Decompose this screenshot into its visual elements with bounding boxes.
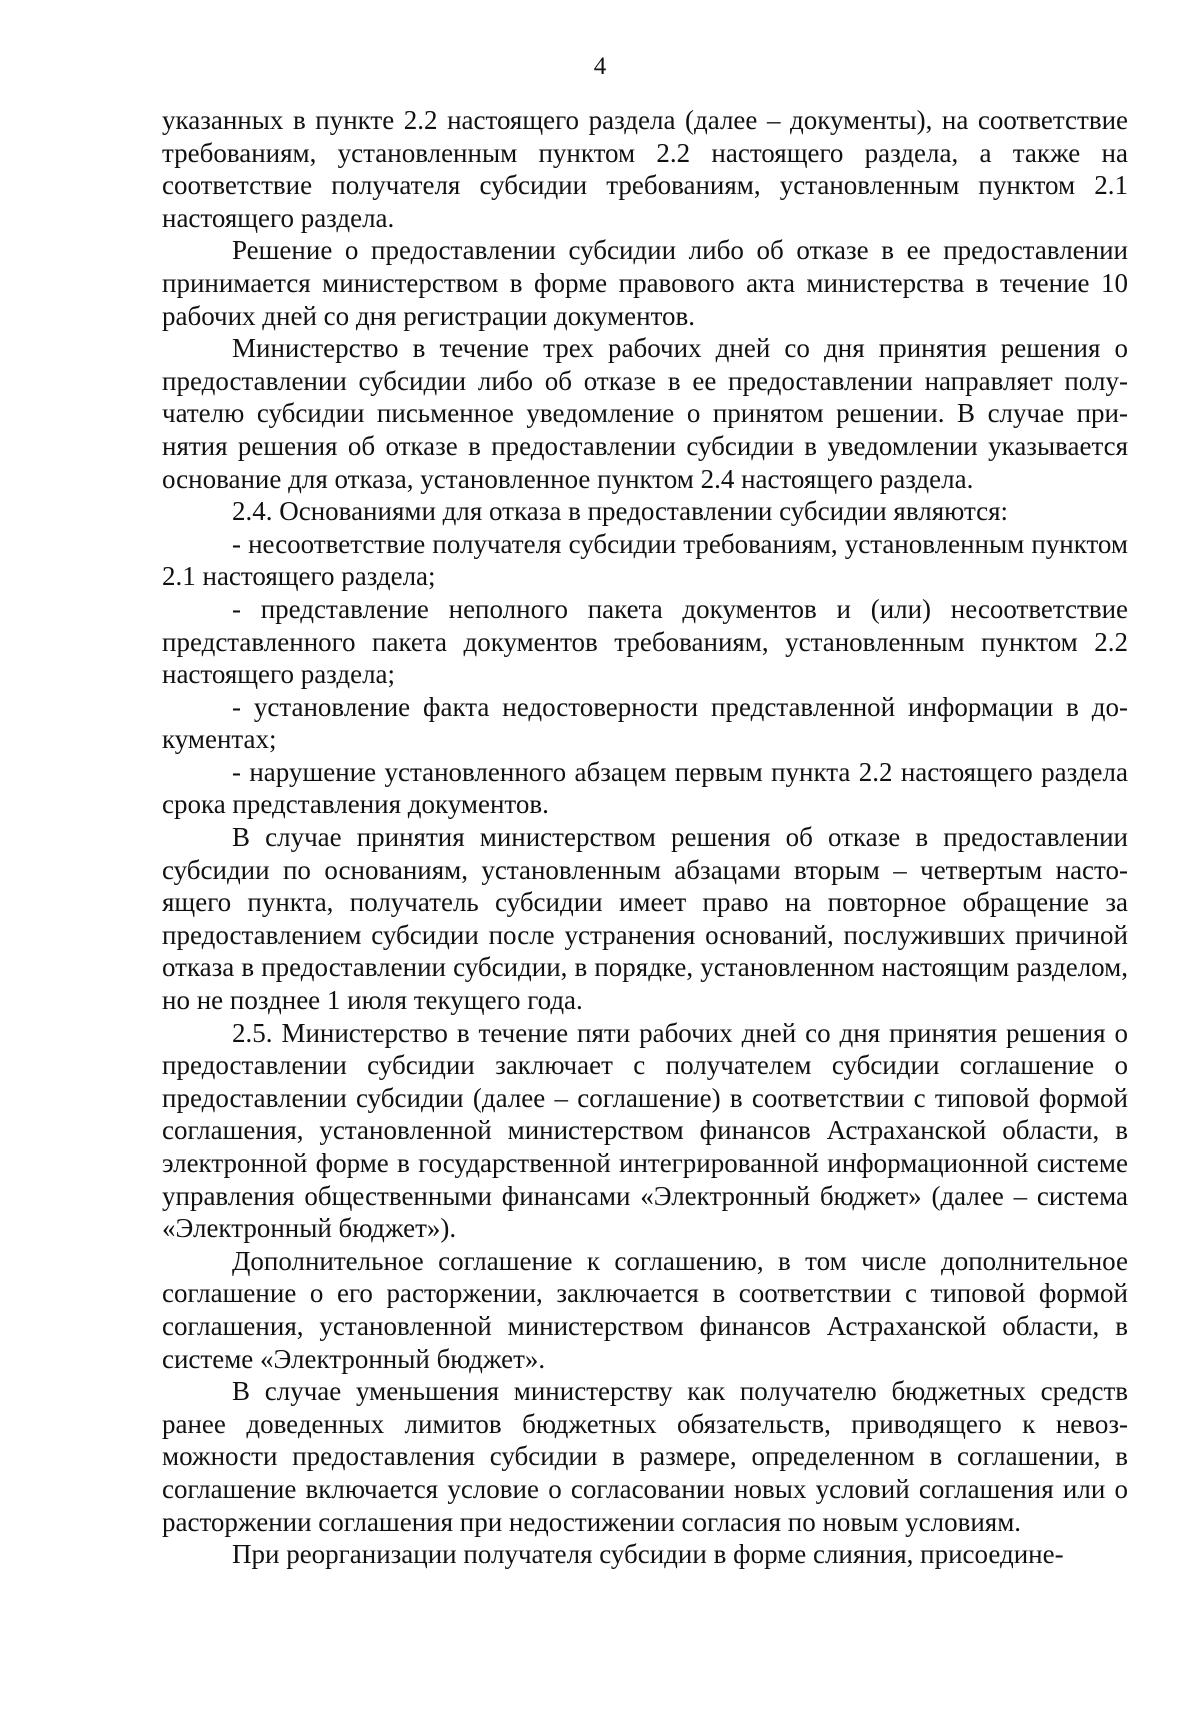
paragraph: указанных в пункте 2.2 настоящего раздела (далее – документы), на соответствие требованиям, установленным пунктом 2.2 настоящего раздела, а также на соответствие получателя субсидии требованиям, установленным пунктом 2.1 настоящего раздела. [162,105,1128,233]
paragraph: 2.5. Министерство в течение пяти рабочих дней со дня принятия решения о предоставлении субсидии заключает с получателем субсидии соглашение о предоставлении субсидии (далее – соглашение) в соответствии с типовой формой соглашения, установленной министерством финансов Астраханской области, в электронной форме в государственной интегрированной информационной системе управления общественными финансами «Электронный бюджет» (далее – система «Электронный бюджет»). [162,1017,1128,1244]
paragraph: Решение о предоставлении субсидии либо об отказе в ее предоставлении принимается министерством в форме правового акта министерства в течение 10 рабочих дней со дня регистрации документов. [162,235,1128,331]
document-body [162,104,1128,1571]
paragraph: 2.4. Основаниями для отказа в предоставлении субсидии являются: [232,496,1008,527]
page-number: 4 [593,53,607,80]
list-item: - установление факта недостоверности представленной информации в документах; [162,691,1128,755]
paragraph: Министерство в течение трех рабочих дней со дня принятия решения о предоставлении субсидии либо об отказе в ее предоставлении направляет получателю субсидии письменное уведомление о принятом решении. В случае принятия решения об отказе в предоставлении субсидии в уведомлении указывается основание для отказа, установленное пунктом 2.4 настоящего раздела. [162,333,1128,494]
list-item: - нарушение установленного абзацем первым пункта 2.2 настоящего раздела срока представления документов. [162,756,1128,820]
paragraph: В случае уменьшения министерству как получателю бюджетных средств ранее доведенных лимитов бюджетных обязательств, приводящего к невозможности предоставления субсидии в размере, определенном в соглашении, в соглашение включается условие о согласовании новых условий соглашения или о расторжении соглашения при недостижении согласия по новым условиям. [162,1376,1128,1537]
list-item: - представление неполного пакета документов и (или) несоответствие представленного пакета документов требованиям, установленным пунктом 2.2 настоящего раздела; [162,593,1128,690]
paragraph: При реорганизации получателя субсидии в форме слияния, присоедине- [232,1539,1064,1570]
paragraph: В случае принятия министерством решения об отказе в предоставлении субсидии по основаниям, установленным абзацами вторым – четвертым настоящего пункта, получатель субсидии имеет право на повторное обращение за предоставлением субсидии после устранения оснований, послуживших причиной отказа в предоставлении субсидии, в порядке, установленном настоящим разделом, но не позднее 1 июля текущего года. [162,822,1128,1016]
list-item: - несоответствие получателя субсидии требованиям, установленным пунктом 2.1 настоящего раздела; [162,528,1128,592]
paragraph: Дополнительное соглашение к соглашению, в том числе дополнительное соглашение о его расторжении, заключается в соответствии с типовой формой соглашения, установленной министерством финансов Астраханской области, в системе «Электронный бюджет». [162,1245,1128,1374]
